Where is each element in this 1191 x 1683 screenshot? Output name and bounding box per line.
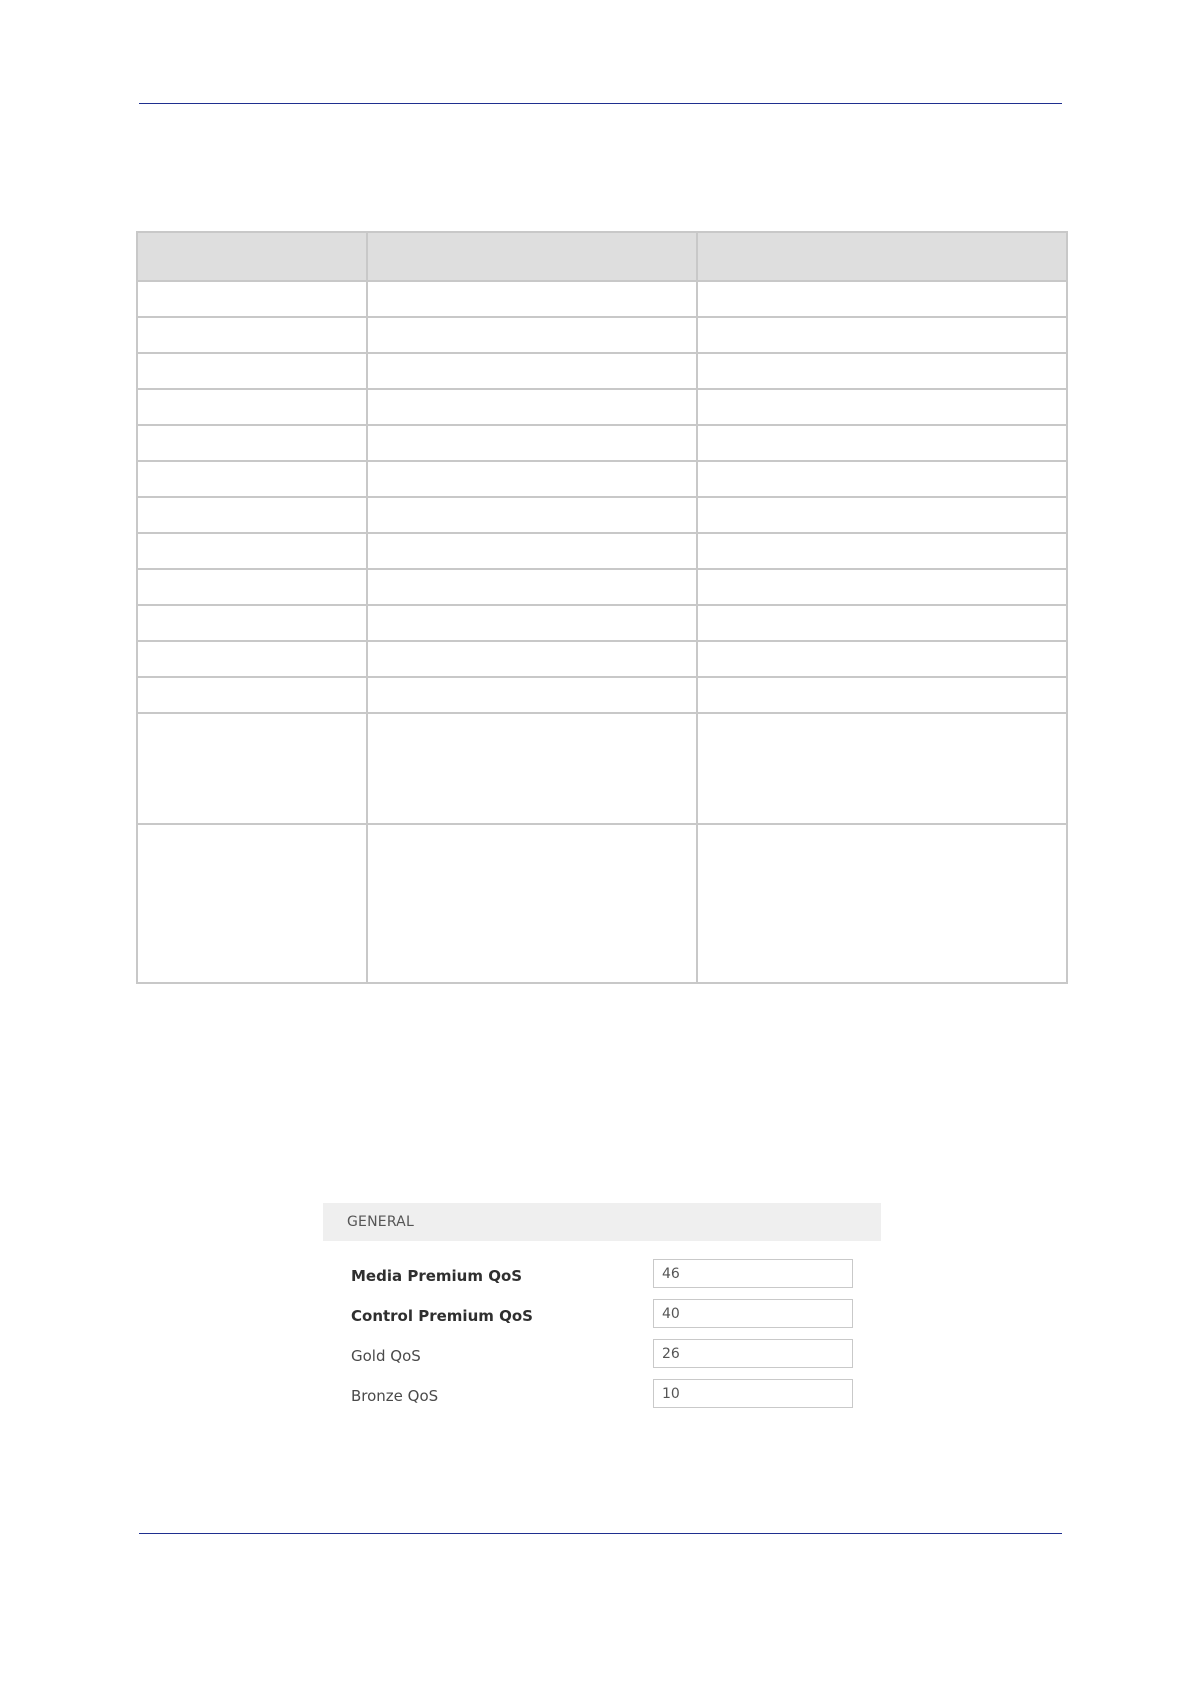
field-row-bronze-qos: [323, 1379, 881, 1419]
footer-rule: [139, 1533, 1062, 1534]
panel-title: GENERAL: [323, 1203, 881, 1241]
general-settings-panel: [323, 1203, 881, 1419]
field-row-gold-qos: [323, 1339, 881, 1379]
table-row: [137, 569, 1067, 605]
table-header-cell: [697, 232, 1067, 281]
table-row: [137, 425, 1067, 461]
parameter-table: [136, 231, 1068, 984]
gold-qos-input[interactable]: [653, 1339, 853, 1368]
table-row: [137, 353, 1067, 389]
table-row: [137, 824, 1067, 983]
panel-body: [323, 1241, 881, 1419]
table-header-cell: [137, 232, 367, 281]
control-premium-qos-input[interactable]: [653, 1299, 853, 1328]
media-premium-qos-label: Media Premium QoS: [351, 1267, 523, 1285]
bronze-qos-label: Bronze QoS: [351, 1387, 439, 1405]
table-row: [137, 605, 1067, 641]
field-row-media-premium-qos: [323, 1259, 881, 1299]
table-header-row: [137, 232, 1067, 281]
media-premium-qos-input[interactable]: [653, 1259, 853, 1288]
table-row: [137, 281, 1067, 317]
table-row: [137, 641, 1067, 677]
field-row-control-premium-qos: [323, 1299, 881, 1339]
header-rule: [139, 103, 1062, 104]
bronze-qos-input[interactable]: [653, 1379, 853, 1408]
table-row: [137, 533, 1067, 569]
table-row: [137, 317, 1067, 353]
table-row: [137, 497, 1067, 533]
table-header-cell: [367, 232, 697, 281]
table-row: [137, 713, 1067, 824]
table-row: [137, 461, 1067, 497]
table-row: [137, 677, 1067, 713]
gold-qos-label: Gold QoS: [351, 1347, 421, 1365]
table-row: [137, 389, 1067, 425]
control-premium-qos-label: Control Premium QoS: [351, 1307, 533, 1325]
